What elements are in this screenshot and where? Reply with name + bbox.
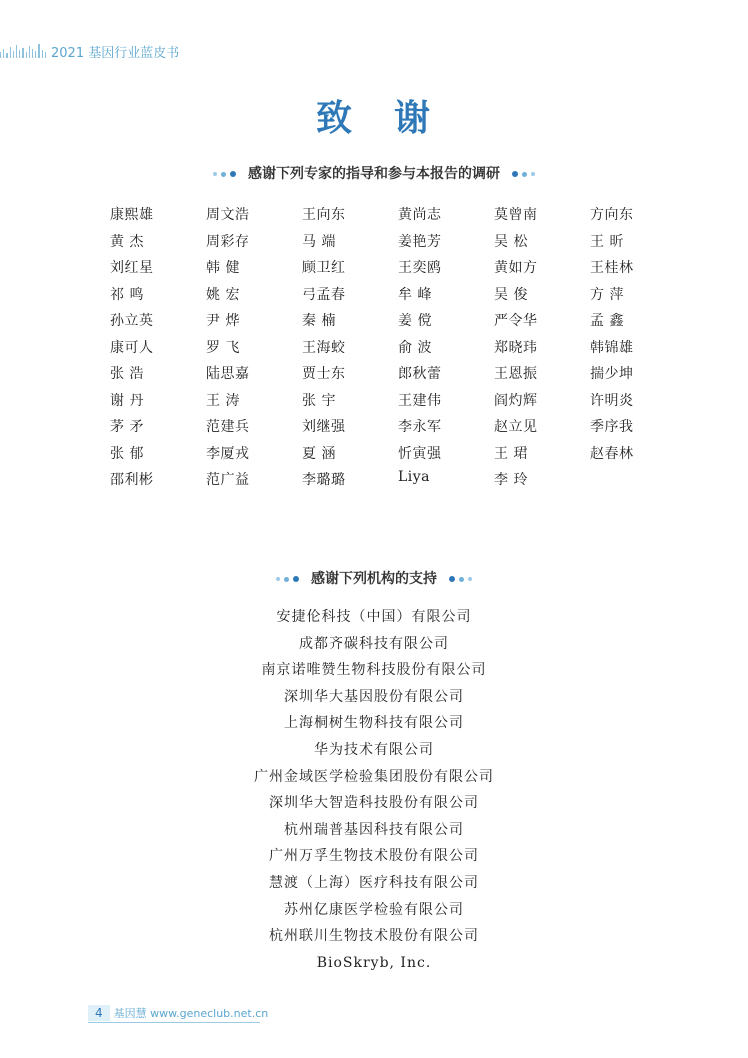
institution-item: BioSkryb, Inc. [316, 954, 432, 971]
expert-name: 黄 杰 [110, 233, 144, 250]
page-title-char: 谢 [394, 98, 433, 139]
expert-name: 夏 涵 [302, 445, 336, 462]
expert-name: 孟 鑫 [590, 313, 624, 329]
institutions-heading [0, 568, 748, 588]
page-title [0, 90, 748, 141]
expert-name: 弓孟春 [302, 286, 346, 303]
expert-name: 郑晓玮 [494, 339, 538, 356]
expert-name: 王恩振 [494, 366, 538, 382]
expert-name: 莫曾南 [494, 207, 538, 223]
header-bar [38, 44, 39, 58]
expert-name: 韩锦雄 [590, 339, 634, 356]
expert-name: 郎秋蕾 [398, 366, 442, 382]
expert-name: 康可人 [110, 339, 154, 356]
experts-heading-text: 感谢下列专家的指导和参与本报告的调研 [248, 166, 500, 182]
header-bar [0, 52, 1, 58]
institution-item: 杭州瑞普基因科技有限公司 [284, 821, 464, 838]
page-title-char: 致 [315, 98, 354, 139]
expert-name: 严令华 [494, 313, 538, 329]
expert-name: 陆思嘉 [206, 366, 250, 382]
expert-name: 赵立见 [494, 419, 538, 435]
expert-name: 刘继强 [302, 419, 346, 435]
expert-name: 吴 俊 [494, 286, 528, 303]
expert-name: 张 浩 [110, 366, 144, 382]
institution-item: 深圳华大智造科技股份有限公司 [269, 795, 479, 812]
expert-name: 顾卫红 [302, 260, 346, 276]
header-bar [35, 51, 36, 58]
dots-decoration-right [510, 166, 537, 182]
expert-name: 周文浩 [206, 207, 250, 223]
header-bars-decoration [0, 44, 46, 58]
header-bar [22, 48, 23, 58]
expert-name: 邵利彬 [110, 472, 154, 488]
expert-name: 李 玲 [494, 472, 528, 488]
header-bar [29, 46, 30, 58]
expert-name: 韩 健 [206, 260, 240, 276]
expert-name: 王 涛 [206, 392, 240, 409]
institution-item: 苏州亿康医学检验有限公司 [284, 901, 464, 918]
expert-name: 王 珺 [494, 445, 528, 462]
page-footer [88, 1002, 269, 1023]
expert-name: 张 宇 [302, 392, 336, 409]
institution-item: 成都齐碳科技有限公司 [299, 635, 449, 652]
expert-name: 王奕鸥 [398, 260, 442, 276]
header-title: 2021 基因行业蓝皮书 [51, 46, 180, 61]
expert-name: 周彩存 [206, 233, 250, 250]
institution-item: 上海桐树生物科技有限公司 [284, 715, 464, 732]
expert-name: 姜 傥 [398, 313, 432, 329]
header-bar [19, 50, 20, 58]
expert-name: 方 萍 [590, 286, 624, 303]
expert-name: 罗 飞 [206, 339, 240, 356]
expert-name: 阎灼辉 [494, 392, 538, 409]
header-bar [32, 49, 33, 58]
expert-name: 李厦戎 [206, 445, 250, 462]
expert-name: 贾士东 [302, 366, 346, 382]
expert-name: 赵春林 [590, 445, 634, 462]
header-bar [13, 51, 14, 58]
institutions-list [0, 604, 748, 976]
running-header [0, 40, 260, 64]
institutions-heading-text: 感谢下列机构的支持 [311, 571, 437, 587]
expert-name: 孙立英 [110, 313, 154, 329]
dots-decoration-right [447, 571, 474, 587]
institution-item: 华为技术有限公司 [314, 741, 434, 758]
expert-name: 王桂林 [590, 260, 634, 276]
header-bar [10, 47, 11, 58]
expert-name: 吴 松 [494, 233, 528, 250]
page-number: 4 [88, 1005, 110, 1021]
expert-name: 范广益 [206, 472, 250, 488]
expert-name: 姜艳芳 [398, 233, 442, 250]
header-bar [42, 50, 43, 58]
institution-item: 广州万孚生物技术股份有限公司 [269, 848, 479, 865]
expert-name: 揣少坤 [590, 366, 634, 382]
experts-grid [110, 204, 670, 496]
expert-name: 黄如方 [494, 260, 538, 276]
expert-name: Liya [398, 469, 431, 485]
expert-name: 方向东 [590, 207, 634, 223]
header-bar [45, 52, 46, 58]
expert-name: 王向东 [302, 207, 346, 223]
expert-name: 王建伟 [398, 392, 442, 409]
footer-site: 基因慧 www.geneclub.net.cn [113, 1007, 269, 1020]
expert-name: 谢 丹 [110, 392, 144, 409]
expert-name: 牟 峰 [398, 286, 432, 303]
institution-item: 安捷伦科技（中国）有限公司 [276, 609, 472, 625]
experts-heading [0, 163, 748, 183]
expert-name: 茅 矛 [110, 419, 144, 435]
expert-name: 马 端 [302, 233, 336, 250]
dots-decoration-left [211, 166, 238, 182]
expert-name: 王海蛟 [302, 339, 346, 356]
expert-name: 康熙雄 [110, 207, 154, 223]
expert-name: 许明炎 [590, 392, 634, 409]
institution-item: 深圳华大基因股份有限公司 [284, 688, 464, 705]
expert-name: 刘红星 [110, 260, 154, 276]
expert-name: 季序我 [590, 419, 634, 435]
expert-name: 李永军 [398, 419, 442, 435]
expert-name: 黄尚志 [398, 207, 442, 223]
expert-name: 张 郁 [110, 445, 144, 462]
header-bar [16, 45, 17, 58]
header-bar [26, 52, 27, 58]
expert-name: 尹 烨 [206, 313, 240, 329]
expert-name: 俞 波 [398, 339, 432, 356]
dots-decoration-left [274, 571, 301, 587]
header-bar [3, 49, 4, 58]
expert-name: 忻寅强 [398, 445, 442, 462]
expert-name: 祁 鸣 [110, 286, 144, 303]
institution-item: 慧渡（上海）医疗科技有限公司 [269, 874, 479, 891]
institution-item: 杭州联川生物技术股份有限公司 [269, 928, 479, 945]
header-bar [6, 53, 7, 58]
expert-name: 秦 楠 [302, 313, 336, 329]
institution-item: 南京诺唯赞生物科技股份有限公司 [261, 662, 487, 679]
expert-name: 王 昕 [590, 233, 624, 250]
institution-item: 广州金域医学检验集团股份有限公司 [254, 768, 494, 785]
expert-name: 李璐璐 [302, 472, 346, 488]
expert-name: 范建兵 [206, 419, 250, 435]
expert-name: 姚 宏 [206, 286, 240, 303]
